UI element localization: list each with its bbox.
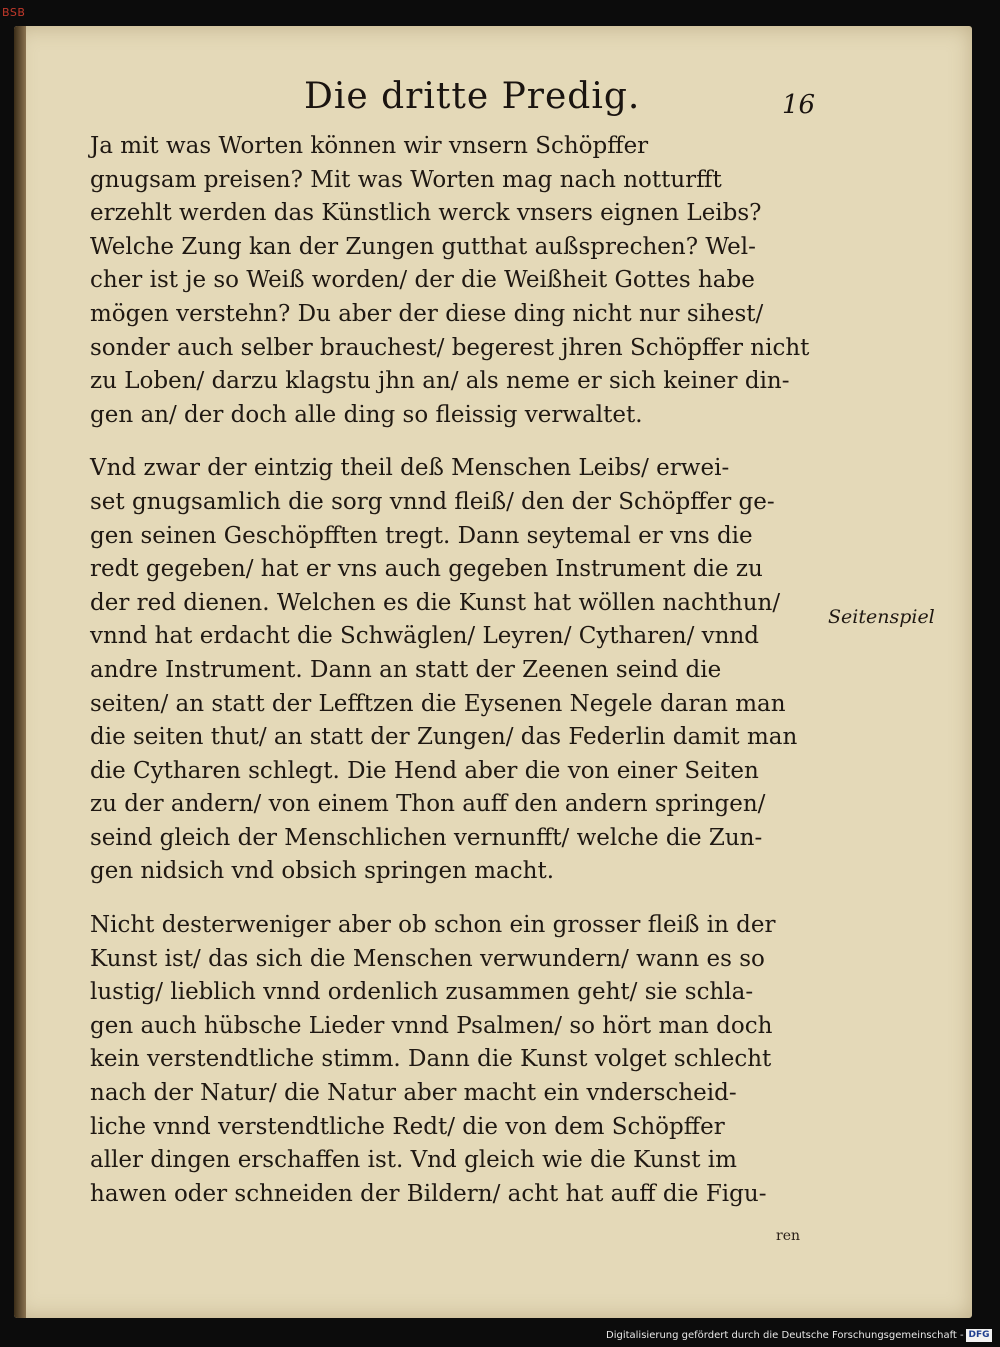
text-line: Vnd zwar der eintzig theil deß Menschen Leibs/ erwei-: [90, 455, 730, 482]
text-line: gen seinen Geschöpfften tregt. Dann seytemal er vns die: [90, 522, 753, 549]
text-line: aller dingen erschaffen ist. Vnd gleich wie die Kunst im: [90, 1147, 737, 1174]
text-line: gen an/ der doch alle ding so fleissig verwaltet.: [90, 401, 643, 428]
text-line: Ja mit was Worten können wir vnsern Schöpffer: [90, 133, 649, 159]
paragraph: [90, 909, 825, 1211]
text-line: andre Instrument. Dann an statt der Zeenen seind die: [90, 656, 722, 683]
text-line: erzehlt werden das Künstlich werck vnsers eignen Leibs?: [90, 200, 762, 227]
text-line: gnugsam preisen? Mit was Worten mag nach notturfft: [90, 166, 722, 193]
text-line: Nicht desterweniger aber ob schon ein grosser fleiß in der: [90, 912, 776, 939]
text-line: kein verstendtliche stimm. Dann die Kunst volget schlecht: [90, 1046, 772, 1073]
book-page: [14, 26, 972, 1318]
library-mark: BSB: [2, 6, 26, 19]
text-line: nach der Natur/ die Natur aber macht ein vnderscheid-: [90, 1080, 737, 1107]
text-line: Kunst ist/ das sich die Menschen verwundern/ wann es so: [90, 945, 765, 972]
text-line: vnnd hat erdacht die Schwäglen/ Leyren/ Cytharen/ vnnd: [90, 623, 759, 650]
page-number: 16: [782, 90, 816, 120]
text-line: Welche Zung kan der Zungen gutthat außsprechen? Wel-: [90, 233, 756, 260]
text-line: gen nidsich vnd obsich springen macht.: [90, 858, 555, 885]
text-line: liche vnnd verstendtliche Redt/ die von dem Schöpffer: [90, 1113, 725, 1140]
text-line: hawen oder schneiden der Bildern/ acht hat auff die Figu-: [90, 1180, 767, 1207]
text-line: redt gegeben/ hat er vns auch gegeben Instrument die zu: [90, 556, 763, 583]
catchword: ren: [776, 1228, 800, 1244]
text-line: sonder auch selber brauchest/ begerest jhren Schöpffer nicht: [90, 334, 810, 361]
margin-note: Seitenspiel: [828, 606, 935, 628]
text-line: zu der andern/ von einem Thon auff den andern springen/: [90, 791, 766, 818]
text-line: seind gleich der Menschlichen vernunfft/ welche die Zun-: [90, 824, 763, 851]
text-line: lustig/ lieblich vnnd ordenlich zusammen geht/ sie schla-: [90, 979, 754, 1006]
text-line: zu Loben/ darzu klagstu jhn an/ als neme er sich keiner din-: [90, 368, 790, 395]
text-line: die Cytharen schlegt. Die Hend aber die von einer Seiten: [90, 757, 759, 784]
text-line: der red dienen. Welchen es die Kunst hat wöllen nachthun/: [90, 589, 781, 616]
text-line: die seiten thut/ an statt der Zungen/ das Federlin damit man: [90, 724, 798, 751]
paragraph: [90, 130, 825, 432]
dfg-logo: DFG: [966, 1329, 992, 1342]
text-line: set gnugsamlich die sorg vnnd fleiß/ den der Schöpffer ge-: [90, 488, 775, 515]
digitization-credit: Digitalisierung gefördert durch die Deutsche Forschungsgemeinschaft -: [606, 1330, 964, 1341]
paragraph: [90, 452, 825, 889]
page-header-title: Die dritte Predig.: [304, 76, 641, 117]
text-line: mögen verstehn? Du aber der diese ding nicht nur sihest/: [90, 300, 764, 327]
body-text: [90, 130, 825, 1231]
text-line: gen auch hübsche Lieder vnnd Psalmen/ so hört man doch: [90, 1012, 773, 1039]
text-line: seiten/ an statt der Lefftzen die Eysenen Negele daran man: [90, 690, 786, 717]
text-line: cher ist je so Weiß worden/ der die Weißheit Gottes habe: [90, 267, 755, 294]
